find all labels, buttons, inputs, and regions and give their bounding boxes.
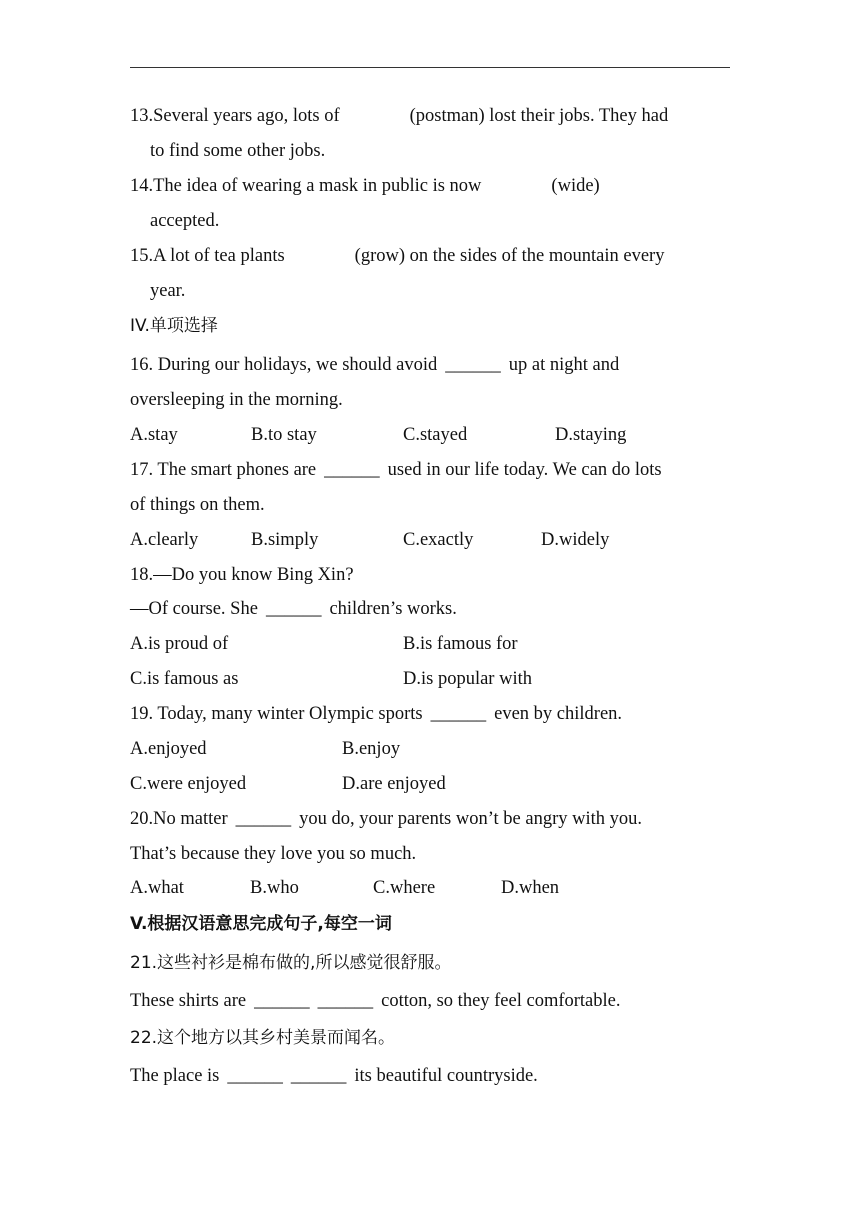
q22-text-a: The place is	[130, 1066, 220, 1086]
q17-text-b: used in our life today. We can do lots	[387, 460, 662, 480]
question-15-line1	[130, 244, 664, 268]
q17-option-d[interactable]: D.widely	[541, 530, 610, 550]
q20-option-d[interactable]: D.when	[501, 878, 560, 898]
q17-option-c[interactable]: C.exactly	[403, 530, 474, 550]
q18-option-b[interactable]: B.is famous for	[403, 634, 518, 654]
q20-option-c[interactable]: C.where	[373, 878, 436, 898]
section-iv-title: IV.单项选择	[130, 316, 218, 336]
q16-option-b[interactable]: B.to stay	[251, 425, 317, 445]
q21-text-b: cotton, so they feel comfortable.	[381, 991, 621, 1011]
question-22-chinese: 22.这个地方以其乡村美景而闻名。	[130, 1028, 396, 1048]
q18-option-d[interactable]: D.is popular with	[403, 669, 532, 689]
question-15-line2: year.	[150, 281, 186, 301]
q17-option-a[interactable]: A.clearly	[130, 530, 199, 550]
q16-option-a[interactable]: A.stay	[130, 425, 178, 445]
q19-text-a: 19. Today, many winter Olympic sports	[130, 704, 423, 724]
section-heading-v	[130, 912, 392, 936]
q17-text-a: 17. The smart phones are	[130, 460, 317, 480]
section-heading-iv	[130, 314, 218, 338]
question-14-line1	[130, 174, 600, 198]
question-17-line2: of things on them.	[130, 495, 265, 515]
question-14-line2: accepted.	[150, 211, 220, 231]
q13-text-a: 13.Several years ago, lots of	[130, 106, 340, 126]
q20-text-a: 20.No matter	[130, 809, 228, 829]
question-18-line2	[130, 597, 457, 621]
answer-blank[interactable]: ______	[445, 355, 501, 375]
q15-text-b: (grow) on the sides of the mountain every	[354, 246, 665, 266]
q17-option-b[interactable]: B.simply	[251, 530, 319, 550]
q19-option-c[interactable]: C.were enjoyed	[130, 774, 247, 794]
answer-blank[interactable]: ______	[430, 704, 487, 724]
q16-text-a: 16. During our holidays, we should avoid	[130, 355, 438, 375]
header-rule	[130, 67, 730, 68]
answer-blank[interactable]: ______	[235, 809, 292, 829]
question-20-line1	[130, 807, 642, 831]
question-13-line2: to find some other jobs.	[150, 141, 326, 161]
question-17-line1	[130, 458, 662, 482]
q14-text-a: 14.The idea of wearing a mask in public is now	[130, 176, 482, 196]
q19-text-b: even by children.	[494, 704, 623, 724]
q15-text-a: 15.A lot of tea plants	[130, 246, 285, 266]
answer-blank[interactable]: ______	[265, 599, 322, 619]
q14-text-b: (wide)	[551, 176, 600, 196]
answer-blank[interactable]: ______	[254, 991, 310, 1011]
q20-option-a[interactable]: A.what	[130, 878, 184, 898]
q18-option-c[interactable]: C.is famous as	[130, 669, 239, 689]
q13-text-b: (postman) lost their jobs. They had	[409, 106, 669, 126]
question-21-sentence	[130, 989, 621, 1013]
q18-text-c: children’s works.	[329, 599, 457, 619]
q19-option-b[interactable]: B.enjoy	[342, 739, 401, 759]
answer-blank[interactable]: ______	[290, 1066, 347, 1086]
q16-text-b: up at night and	[508, 355, 620, 375]
question-19-line1	[130, 702, 622, 726]
q20-option-b[interactable]: B.who	[250, 878, 299, 898]
answer-blank[interactable]: ______	[317, 991, 374, 1011]
q16-option-d[interactable]: D.staying	[555, 425, 627, 445]
question-20-line2: That’s because they love you so much.	[130, 844, 417, 864]
q18-text-b: —Of course. She	[130, 599, 258, 619]
question-18-line1: 18.—Do you know Bing Xin?	[130, 565, 354, 585]
q19-option-a[interactable]: A.enjoyed	[130, 739, 207, 759]
answer-blank[interactable]: ______	[227, 1066, 283, 1086]
section-v-title: V.根据汉语意思完成句子,每空一词	[130, 914, 392, 934]
question-16-line2: oversleeping in the morning.	[130, 390, 343, 410]
q16-option-c[interactable]: C.stayed	[403, 425, 468, 445]
q20-text-b: you do, your parents won’t be angry with you.	[299, 809, 643, 829]
q22-text-b: its beautiful countryside.	[354, 1066, 538, 1086]
answer-blank[interactable]: ______	[324, 460, 380, 480]
question-16-line1	[130, 353, 619, 377]
q21-text-a: These shirts are	[130, 991, 247, 1011]
q18-option-a[interactable]: A.is proud of	[130, 634, 229, 654]
question-22-sentence	[130, 1064, 538, 1088]
q19-option-d[interactable]: D.are enjoyed	[342, 774, 446, 794]
question-21-chinese: 21.这些衬衫是棉布做的,所以感觉很舒服。	[130, 953, 452, 973]
question-13-line1	[130, 104, 668, 128]
